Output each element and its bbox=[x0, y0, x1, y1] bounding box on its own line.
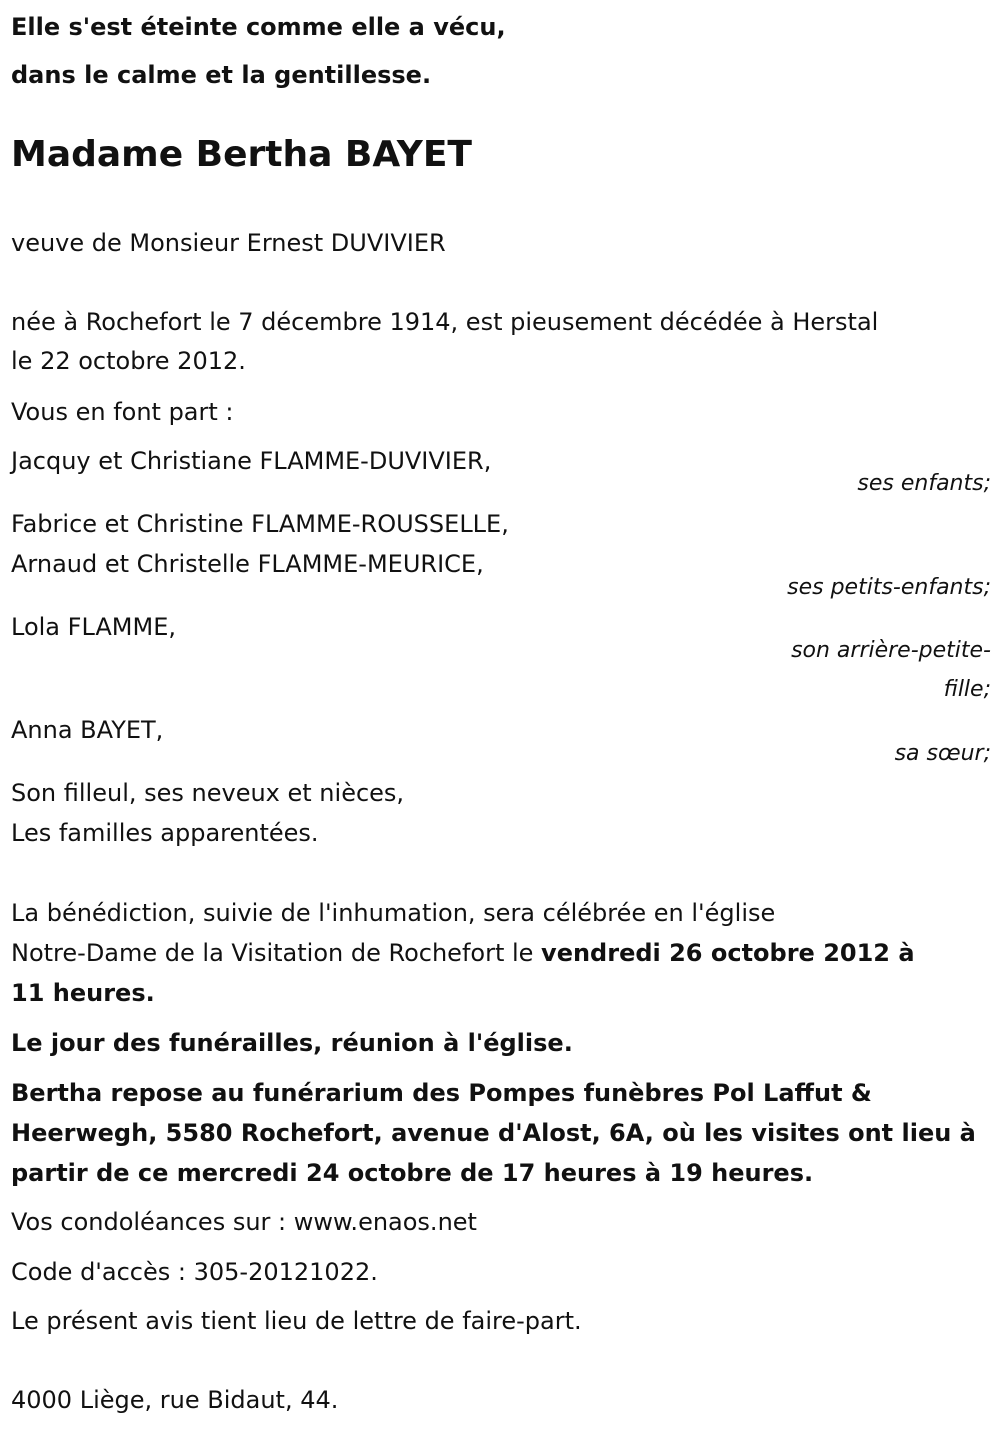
announce-line: Vous en font part : bbox=[11, 398, 234, 426]
intro-line-2: dans le calme et la gentillesse. bbox=[11, 61, 432, 89]
sister-relation: sa sœur; bbox=[894, 741, 991, 766]
notice-line: Le présent avis tient lieu de lettre de faire-part. bbox=[11, 1307, 582, 1335]
great-grandchild-relation-2: fille; bbox=[943, 677, 991, 702]
children-names: Jacquy et Christiane FLAMME-DUVIVIER, bbox=[11, 447, 492, 475]
grandchildren-name-2: Arnaud et Christelle FLAMME-MEURICE, bbox=[11, 550, 484, 578]
ceremony-date: vendredi 26 octobre 2012 à bbox=[541, 939, 915, 967]
repose-line-3: partir de ce mercredi 24 octobre de 17 heures à 19 heures. bbox=[11, 1159, 814, 1187]
ceremony-time: 11 heures. bbox=[11, 979, 155, 1007]
others-line-2: Les familles apparentées. bbox=[11, 819, 319, 847]
great-grandchild-relation-1: son arrière-petite- bbox=[791, 638, 991, 663]
birth-line-2: le 22 octobre 2012. bbox=[11, 347, 246, 375]
ceremony-line-2 bbox=[11, 938, 915, 968]
intro-line-1: Elle s'est éteinte comme elle a vécu, bbox=[11, 13, 506, 41]
sister-name: Anna BAYET, bbox=[11, 716, 164, 744]
grandchildren-name-1: Fabrice et Christine FLAMME-ROUSSELLE, bbox=[11, 510, 509, 538]
deceased-name: Madame Bertha BAYET bbox=[11, 134, 472, 175]
widow-line: veuve de Monsieur Ernest DUVIVIER bbox=[11, 229, 446, 257]
condolences-line: Vos condoléances sur : www.enaos.net bbox=[11, 1208, 477, 1236]
great-grandchild-name: Lola FLAMME, bbox=[11, 613, 176, 641]
address-line: 4000 Liège, rue Bidaut, 44. bbox=[11, 1386, 339, 1414]
access-code-line: Code d'accès : 305-20121022. bbox=[11, 1258, 378, 1286]
birth-line-1: née à Rochefort le 7 décembre 1914, est pieusement décédée à Herstal bbox=[11, 308, 879, 336]
children-relation: ses enfants; bbox=[857, 471, 991, 496]
others-line-1: Son filleul, ses neveux et nièces, bbox=[11, 779, 405, 807]
ceremony-line-1: La bénédiction, suivie de l'inhumation, sera célébrée en l'église bbox=[11, 899, 776, 927]
meeting-line: Le jour des funérailles, réunion à l'église. bbox=[11, 1029, 573, 1057]
grandchildren-relation: ses petits-enfants; bbox=[787, 575, 991, 600]
repose-line-2: Heerwegh, 5580 Rochefort, avenue d'Alost, 6A, où les visites ont lieu à bbox=[11, 1119, 976, 1147]
repose-line-1: Bertha repose au funérarium des Pompes funèbres Pol Laffut & bbox=[11, 1079, 872, 1107]
ceremony-location: Notre-Dame de la Visitation de Rochefort le bbox=[11, 939, 542, 967]
